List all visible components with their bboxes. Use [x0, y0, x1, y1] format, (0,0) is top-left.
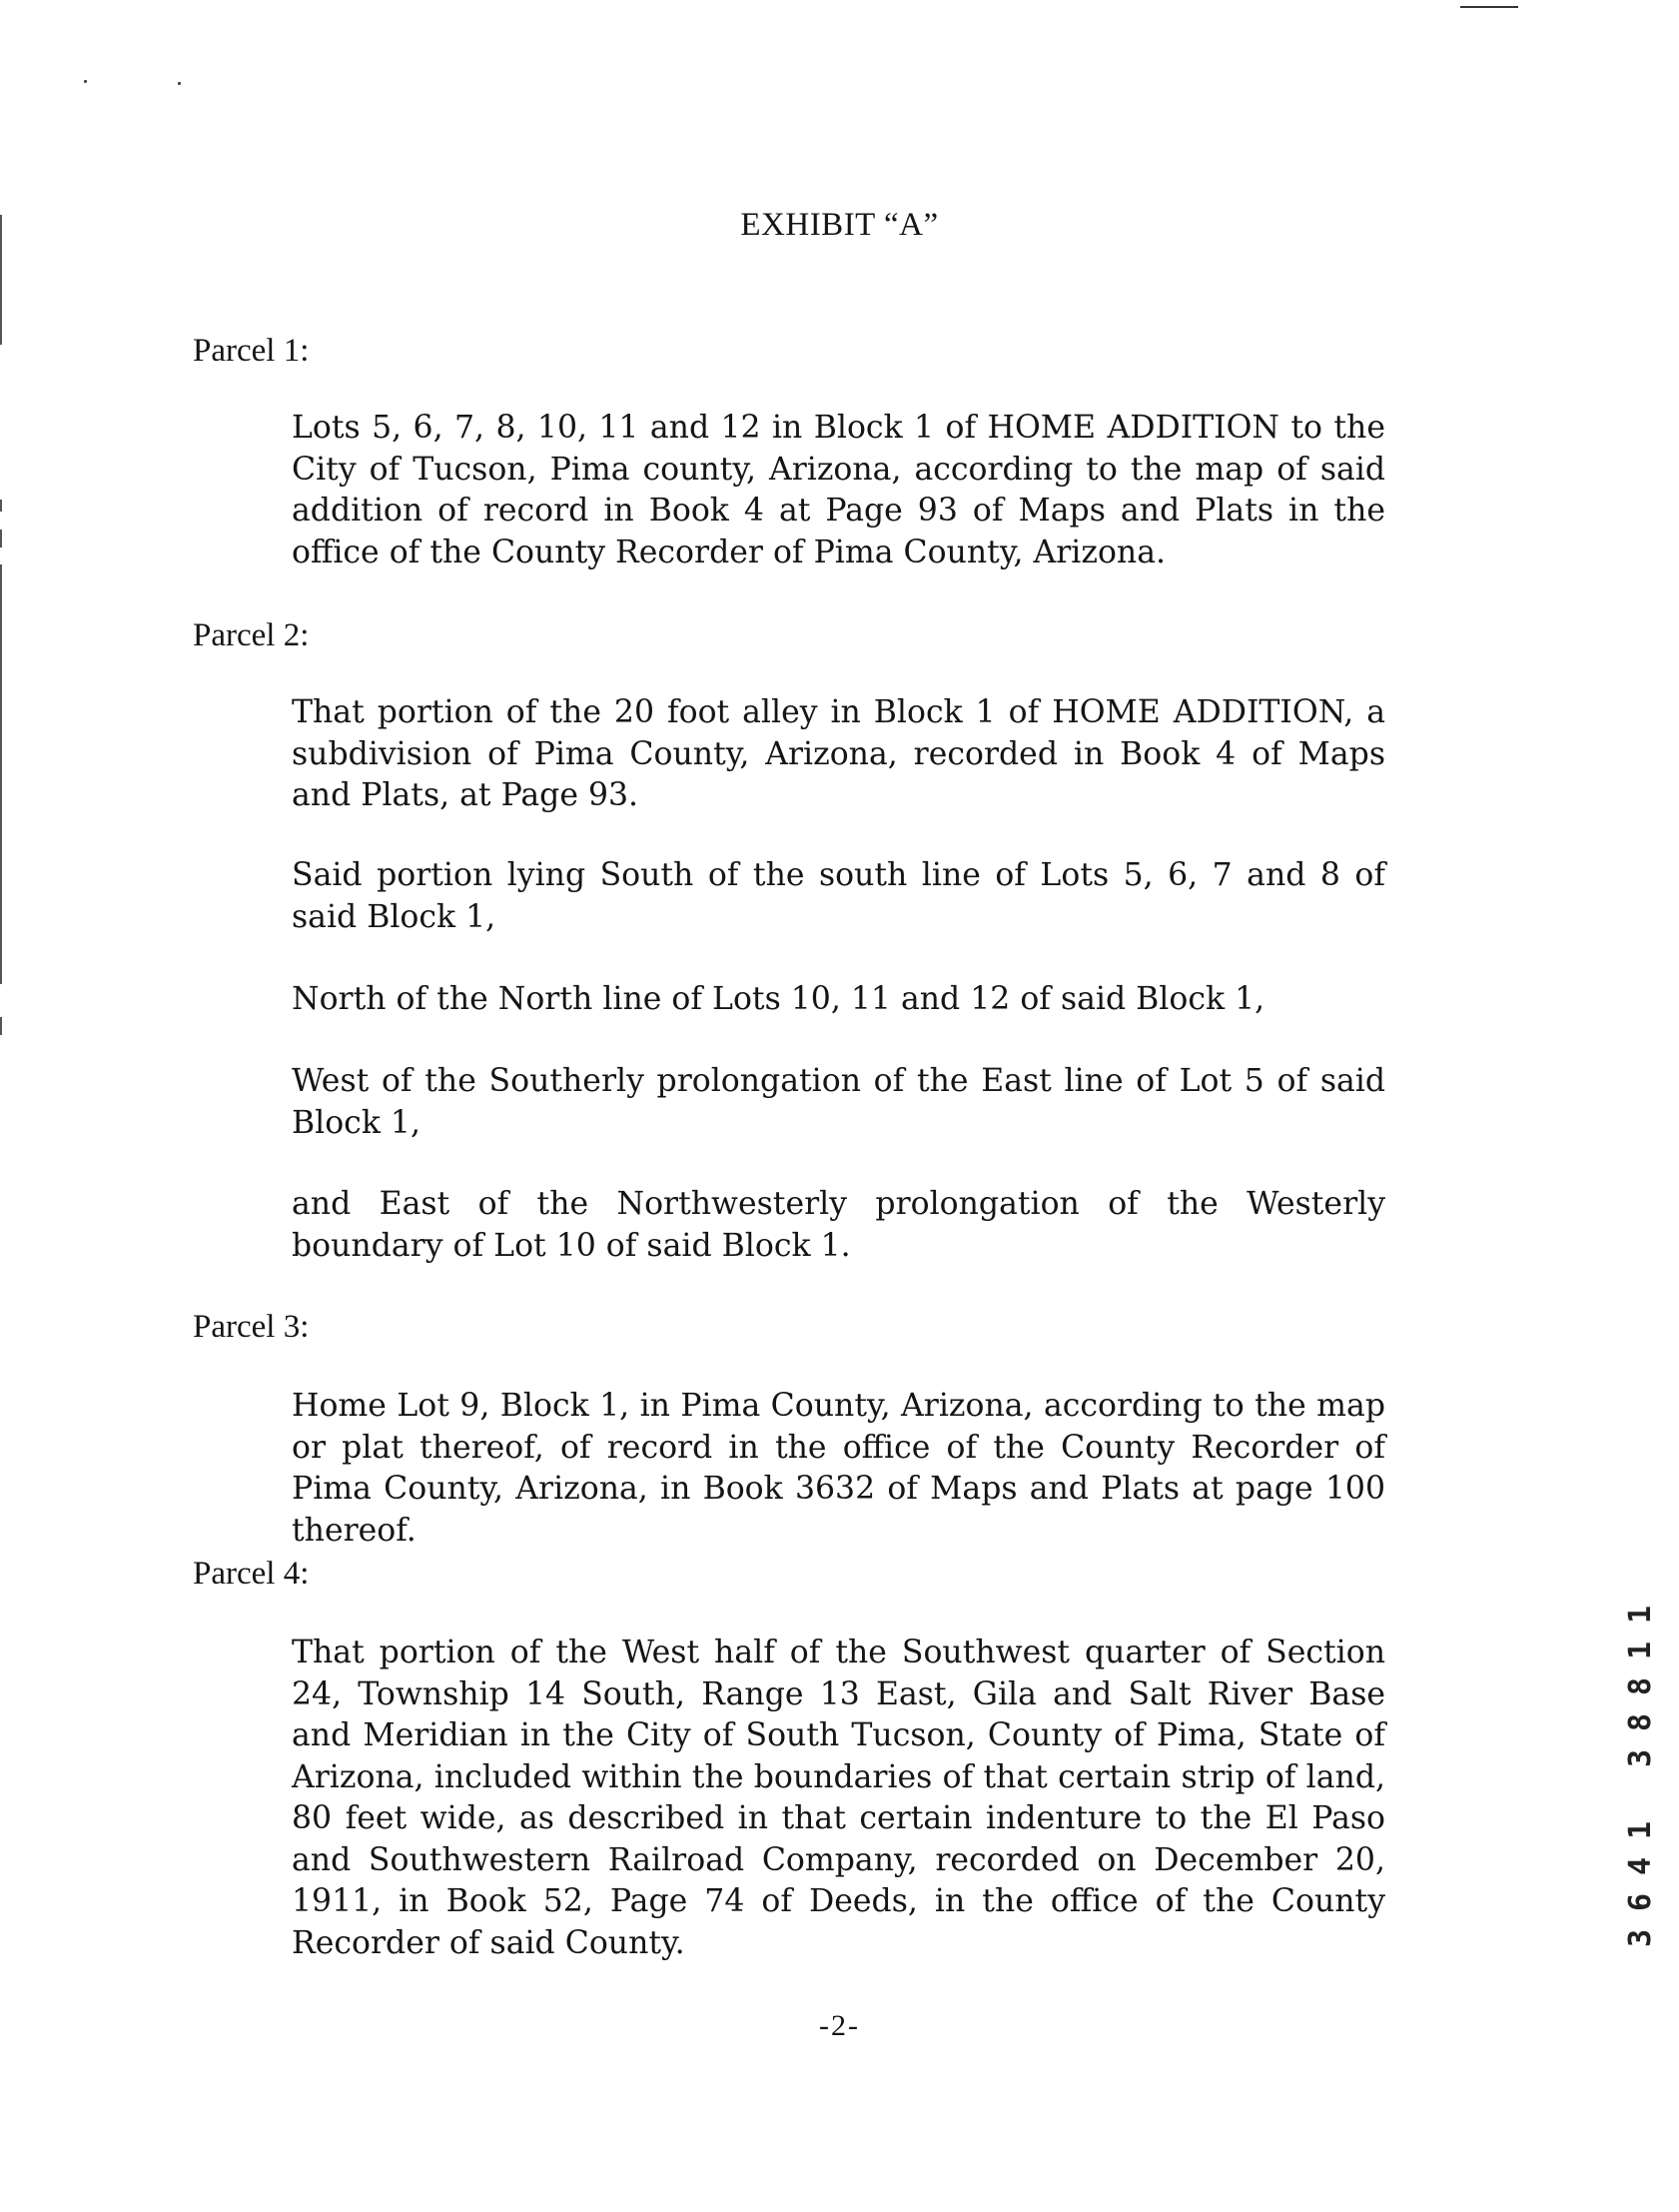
scan-artifact-rule: [1460, 6, 1518, 8]
recording-stamp: [1623, 1597, 1659, 1948]
stamp-digit: 8: [1623, 1676, 1658, 1696]
parcel-2-south-boundary: Said portion lying South of the south line of Lots 5, 6, 7 and 8 of said Block 1,: [292, 857, 1385, 935]
scan-margin-line: [0, 500, 2, 512]
stamp-digit: 3: [1623, 1748, 1658, 1768]
parcel-4-heading: Parcel 4:: [193, 1556, 310, 1592]
page-number: -2-: [819, 2009, 860, 2042]
exhibit-title: EXHIBIT “A”: [740, 207, 939, 243]
parcel-3-heading: Parcel 3:: [193, 1309, 310, 1345]
stamp-digit: 1: [1623, 1605, 1658, 1625]
parcel-1-description: Lots 5, 6, 7, 8, 10, 11 and 12 in Block 1 of HOME ADDITION to the City of Tucson, Pima county, Arizona, according to the map of said addition of record in Book 4 at Page 93 of Maps and Plats in the office of the County Recorder of Pima County, Arizona.: [292, 410, 1385, 570]
scan-margin-line: [0, 530, 2, 548]
parcel-2-north-boundary: North of the North line of Lots 10, 11 and 12 of said Block 1,: [292, 981, 1265, 1017]
scan-speck: [84, 80, 87, 83]
parcel-2-east-boundary: and East of the Northwesterly prolongation of the Westerly boundary of Lot 10 of said Block 1.: [292, 1186, 1385, 1264]
parcel-1-heading: Parcel 1:: [193, 333, 310, 369]
parcel-4-description: That portion of the West half of the Southwest quarter of Section 24, Township 14 South, Range 13 East, Gila and Salt River Base and Meridian in the City of South Tucson, County of Pima, State of Arizona, included within the boundaries of that certain strip of land, 80 feet wide, as described in that certain indenture to the El Paso and Southwestern Railroad Company, recorded on December 20, 1911, in Book 52, Page 74 of Deeds, in the office of the County Recorder of said County.: [292, 1635, 1385, 1961]
stamp-digit: 1: [1623, 1641, 1658, 1660]
parcel-3-description: Home Lot 9, Block 1, in Pima County, Arizona, according to the map or plat thereof, of record in the office of the County Recorder of Pima County, Arizona, in Book 3632 of Maps and Plats at page 100 thereof.: [292, 1388, 1385, 1549]
stamp-gap: [1623, 1776, 1659, 1812]
parcel-2-description: That portion of the 20 foot alley in Block 1 of HOME ADDITION, a subdivision of Pima County, Arizona, recorded in Book 4 of Maps and Plats, at Page 93.: [292, 694, 1385, 813]
scan-margin-line: [0, 564, 2, 984]
stamp-digit: 8: [1623, 1712, 1658, 1732]
stamp-digit: 3: [1623, 1928, 1658, 1948]
scan-speck: [178, 82, 181, 85]
stamp-digit: 4: [1623, 1856, 1658, 1876]
parcel-2-west-boundary: West of the Southerly prolongation of the East line of Lot 5 of said Block 1,: [292, 1063, 1385, 1141]
parcel-2-heading: Parcel 2:: [193, 617, 310, 653]
stamp-digit: 6: [1623, 1892, 1658, 1912]
stamp-digit: 1: [1623, 1820, 1658, 1840]
scan-margin-line: [0, 1017, 2, 1035]
